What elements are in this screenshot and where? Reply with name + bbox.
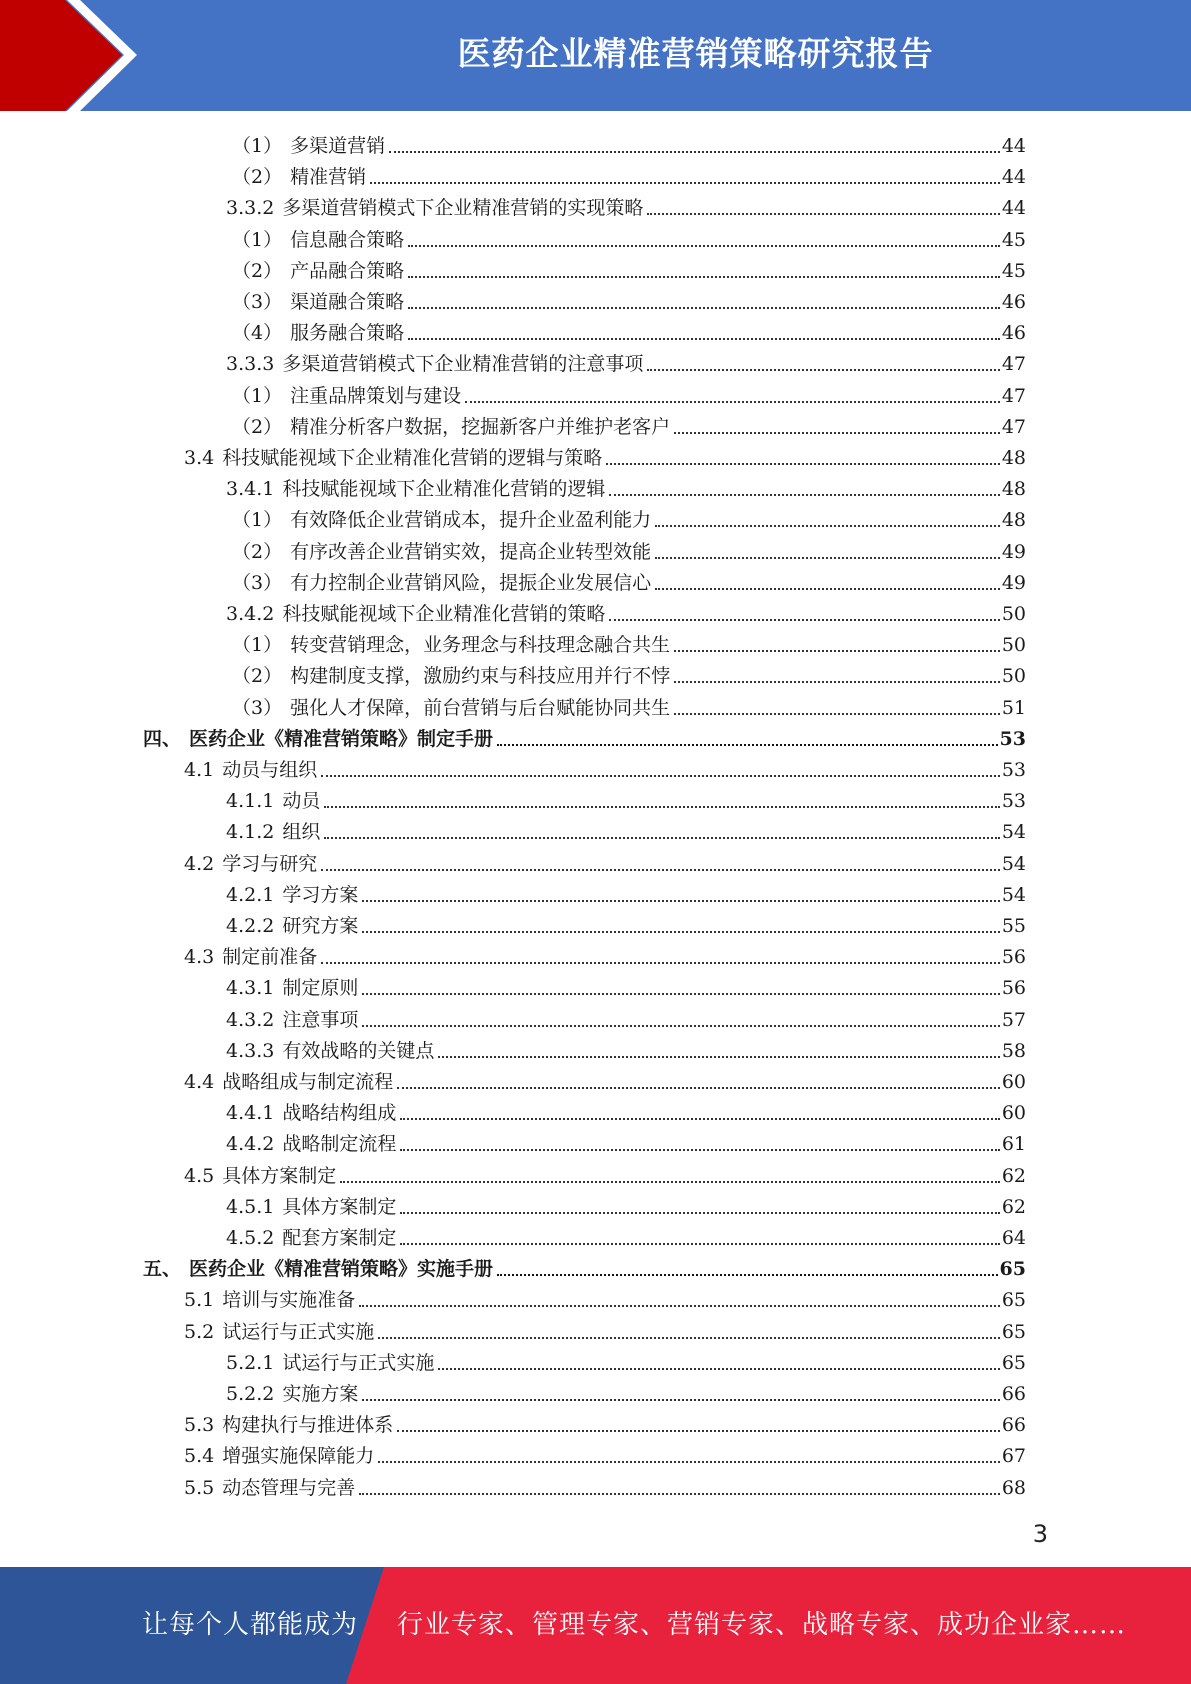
toc-entry-title: 战略结构组成 xyxy=(282,1102,397,1125)
toc-entry-number: 3.4.2 xyxy=(226,603,275,625)
toc-leader-dots xyxy=(362,1025,999,1027)
toc-leader-dots xyxy=(655,557,1000,559)
toc-entry-title: 增强实施保障能力 xyxy=(222,1445,375,1468)
toc-entry-number: 5.2.2 xyxy=(226,1383,275,1405)
toc-entry[interactable] xyxy=(184,1407,1026,1438)
toc-entry-page: 49 xyxy=(1001,571,1026,594)
toc-entry-title: 多渠道营销模式下企业精准营销的实现策略 xyxy=(282,197,644,220)
toc-entry-page: 62 xyxy=(1001,1195,1026,1218)
toc-leader-dots xyxy=(321,869,1000,871)
toc-leader-dots xyxy=(408,245,1000,247)
toc-entry-page: 62 xyxy=(1001,1164,1026,1187)
toc-entry-title: 有序改善企业营销实效，提高企业转型效能 xyxy=(290,540,652,563)
toc-leader-dots xyxy=(397,1430,1000,1432)
toc-entry[interactable] xyxy=(184,1158,1026,1189)
toc-entry-page: 56 xyxy=(1001,946,1026,969)
toc-entry-number: 4.1.1 xyxy=(226,790,275,813)
toc-entry-number: 5.1 xyxy=(184,1289,215,1312)
toc-entry-page: 58 xyxy=(1001,1039,1026,1062)
toc-entry-title: 服务融合策略 xyxy=(290,322,405,345)
toc-entry-title: 渠道融合策略 xyxy=(290,291,405,313)
toc-entry[interactable] xyxy=(232,284,1026,315)
toc-leader-dots xyxy=(465,401,1000,403)
toc-entry-title: 战略组成与制定流程 xyxy=(222,1071,394,1093)
toc-entry[interactable] xyxy=(232,627,1026,658)
toc-entry-page: 48 xyxy=(1001,478,1026,501)
page-number: 3 xyxy=(1032,1520,1048,1548)
toc-entry-page: 68 xyxy=(1001,1476,1026,1499)
footer-slogan-right: 行业专家、管理专家、营销专家、战略专家、成功企业家…… xyxy=(397,1610,1127,1640)
toc-entry[interactable] xyxy=(226,783,1026,814)
toc-leader-dots xyxy=(400,1243,999,1245)
toc-entry-number: 4.3.3 xyxy=(226,1039,275,1062)
header-arrow-decoration xyxy=(0,0,160,111)
toc-entry[interactable] xyxy=(226,877,1026,908)
toc-entry-title: 多渠道营销模式下企业精准营销的注意事项 xyxy=(282,353,644,376)
toc-entry-title: 科技赋能视域下企业精准化营销的策略 xyxy=(282,603,606,625)
toc-leader-dots xyxy=(655,588,1000,590)
toc-entry-page: 54 xyxy=(1001,883,1026,906)
toc-entry-title: 有效降低企业营销成本，提升企业盈利能力 xyxy=(290,509,652,532)
toc-leader-dots xyxy=(362,931,999,933)
toc-entry-title: 培训与实施准备 xyxy=(222,1289,356,1312)
toc-entry-title: 科技赋能视域下企业精准化营销的逻辑 xyxy=(282,478,606,501)
toc-entry-title: 强化人才保障，前台营销与后台赋能协同共生 xyxy=(290,696,671,719)
toc-entry[interactable] xyxy=(232,222,1026,253)
toc-leader-dots xyxy=(321,962,1000,964)
toc-entry-title: 试运行与正式实施 xyxy=(282,1351,435,1374)
toc-leader-dots xyxy=(674,681,1000,683)
toc-entry-page: 44 xyxy=(1001,166,1026,189)
toc-entry-number: 5.4 xyxy=(184,1445,215,1468)
toc-leader-dots xyxy=(609,619,999,621)
toc-entry-number: 3.3.3 xyxy=(226,353,275,376)
toc-entry-number: 5.3 xyxy=(184,1414,215,1437)
toc-entry[interactable] xyxy=(232,565,1026,596)
toc-entry[interactable] xyxy=(226,1002,1026,1033)
toc-entry-page: 64 xyxy=(1001,1227,1026,1249)
toc-entry-number: 4.5 xyxy=(184,1164,215,1187)
toc-entry-title: 研究方案 xyxy=(282,915,359,937)
toc-entry[interactable] xyxy=(143,1251,1026,1282)
toc-entry-title: 动员与组织 xyxy=(222,759,318,781)
toc-entry-page: 67 xyxy=(1001,1445,1026,1468)
toc-entry[interactable] xyxy=(226,1376,1026,1407)
toc-leader-dots xyxy=(370,182,1000,184)
toc-entry[interactable] xyxy=(226,1220,1026,1251)
toc-entry-title: 动员 xyxy=(282,790,321,813)
toc-entry[interactable] xyxy=(232,159,1026,190)
toc-entry[interactable] xyxy=(232,658,1026,689)
toc-entry-title: 转变营销理念，业务理念与科技理念融合共生 xyxy=(290,634,671,657)
toc-entry-number: （3） xyxy=(232,291,283,313)
toc-entry-number: 5.2 xyxy=(184,1320,215,1343)
toc-leader-dots xyxy=(340,1181,1000,1183)
toc-leader-dots xyxy=(674,650,1000,652)
toc-entry-title: 具体方案制定 xyxy=(222,1164,337,1187)
toc-entry-number: 4.2.1 xyxy=(226,883,275,906)
toc-entry-page: 53 xyxy=(1001,759,1026,781)
toc-leader-dots xyxy=(438,1368,999,1370)
toc-entry-number: （2） xyxy=(232,259,283,282)
toc-leader-dots xyxy=(497,744,998,746)
toc-leader-dots xyxy=(408,338,1000,340)
page-header xyxy=(0,0,1191,111)
toc-entry-page: 48 xyxy=(1001,447,1026,469)
toc-entry[interactable] xyxy=(226,190,1026,221)
toc-entry-page: 46 xyxy=(1001,322,1026,345)
toc-entry-title: 具体方案制定 xyxy=(282,1195,397,1218)
toc-entry-number: 4.1 xyxy=(184,759,215,781)
toc-entry-number: 4.4 xyxy=(184,1071,215,1093)
toc-entry-number: （3） xyxy=(232,696,283,719)
toc-leader-dots xyxy=(408,307,1000,309)
toc-entry-number: （2） xyxy=(232,540,283,563)
toc-entry-number: 4.3.2 xyxy=(226,1008,275,1031)
toc-entry-page: 51 xyxy=(1001,696,1026,719)
toc-entry-number: 4.2 xyxy=(184,852,215,875)
toc-leader-dots xyxy=(324,837,999,839)
toc-entry-number: 4.3 xyxy=(184,946,215,969)
page-footer xyxy=(0,1567,1191,1684)
toc-entry-number: 4.4.1 xyxy=(226,1102,275,1125)
toc-entry-number: （1） xyxy=(232,634,283,657)
toc-entry-title: 多渠道营销 xyxy=(290,135,386,157)
toc-entry[interactable] xyxy=(226,1189,1026,1220)
toc-entry-title: 注重品牌策划与建设 xyxy=(290,384,462,407)
toc-entry-title: 试运行与正式实施 xyxy=(222,1320,375,1343)
toc-leader-dots xyxy=(378,1337,1000,1339)
toc-entry-page: 53 xyxy=(999,727,1026,750)
toc-entry-number: 五、 xyxy=(143,1258,182,1281)
toc-entry-page: 44 xyxy=(1001,135,1026,157)
toc-entry-number: 4.5.1 xyxy=(226,1195,275,1218)
toc-entry[interactable] xyxy=(232,502,1026,533)
toc-leader-dots xyxy=(647,213,999,215)
toc-entry-number: 3.4 xyxy=(184,447,215,469)
toc-entry-title: 制定原则 xyxy=(282,977,359,1000)
toc-entry-number: 4.2.2 xyxy=(226,915,275,937)
toc-entry[interactable] xyxy=(226,1095,1026,1126)
toc-entry-page: 60 xyxy=(1001,1071,1026,1093)
toc-entry-page: 45 xyxy=(1001,228,1026,251)
toc-entry-page: 46 xyxy=(1001,291,1026,313)
toc-entry-page: 54 xyxy=(1001,821,1026,844)
toc-entry-page: 49 xyxy=(1001,540,1026,563)
toc-entry-number: （4） xyxy=(232,322,283,345)
toc-entry-title: 构建制度支撑，激励约束与科技应用并行不悖 xyxy=(290,665,671,688)
toc-leader-dots xyxy=(655,525,1000,527)
toc-entry[interactable] xyxy=(184,440,1026,471)
toc-leader-dots xyxy=(362,900,999,902)
toc-entry-title: 科技赋能视域下企业精准化营销的逻辑与策略 xyxy=(222,447,603,469)
toc-leader-dots xyxy=(378,1461,1000,1463)
toc-entry-page: 65 xyxy=(1001,1351,1026,1374)
toc-entry-title: 学习与研究 xyxy=(222,852,318,875)
toc-entry[interactable] xyxy=(184,939,1026,970)
toc-entry-page: 47 xyxy=(1001,353,1026,376)
toc-entry-title: 动态管理与完善 xyxy=(222,1476,356,1499)
toc-entry[interactable] xyxy=(232,534,1026,565)
toc-entry[interactable] xyxy=(232,128,1026,159)
toc-entry-title: 战略制定流程 xyxy=(282,1133,397,1156)
toc-entry[interactable] xyxy=(232,690,1026,721)
toc-entry[interactable] xyxy=(226,970,1026,1001)
toc-leader-dots xyxy=(497,1274,998,1276)
toc-entry-number: （2） xyxy=(232,166,283,189)
toc-entry[interactable] xyxy=(232,378,1026,409)
toc-entry[interactable] xyxy=(143,721,1026,752)
toc-entry-number: 4.1.2 xyxy=(226,821,275,844)
toc-entry-title: 医药企业《精准营销策略》制定手册 xyxy=(189,727,494,750)
toc-leader-dots xyxy=(400,1118,999,1120)
toc-entry[interactable] xyxy=(226,1033,1026,1064)
toc-entry-number: 4.4.2 xyxy=(226,1133,275,1156)
toc-entry-number: 5.2.1 xyxy=(226,1351,275,1374)
toc-leader-dots xyxy=(389,151,1000,153)
toc-entry-number: （1） xyxy=(232,384,283,407)
toc-entry-title: 注意事项 xyxy=(282,1008,359,1031)
toc-entry[interactable] xyxy=(226,346,1026,377)
toc-entry[interactable] xyxy=(232,409,1026,440)
toc-entry[interactable] xyxy=(184,846,1026,877)
toc-entry-number: （1） xyxy=(232,228,283,251)
toc-entry[interactable] xyxy=(226,1345,1026,1376)
toc-entry-page: 66 xyxy=(1001,1414,1026,1437)
toc-entry-page: 50 xyxy=(1001,634,1026,657)
toc-entry-page: 65 xyxy=(999,1258,1026,1281)
toc-entry[interactable] xyxy=(184,1438,1026,1469)
toc-entry[interactable] xyxy=(226,596,1026,627)
toc-leader-dots xyxy=(397,1087,1000,1089)
toc-entry[interactable] xyxy=(184,1282,1026,1313)
toc-entry-number: （1） xyxy=(232,135,283,157)
toc-entry-page: 50 xyxy=(1001,665,1026,688)
toc-leader-dots xyxy=(674,432,1000,434)
toc-leader-dots xyxy=(362,993,999,995)
toc-entry-page: 66 xyxy=(1001,1383,1026,1405)
toc-entry-page: 45 xyxy=(1001,259,1026,282)
toc-entry-title: 产品融合策略 xyxy=(290,259,405,282)
toc-entry-title: 信息融合策略 xyxy=(290,228,405,251)
toc-entry-title: 组织 xyxy=(282,821,321,844)
toc-leader-dots xyxy=(359,1305,1000,1307)
toc-entry[interactable] xyxy=(232,253,1026,284)
toc-entry-number: 5.5 xyxy=(184,1476,215,1499)
toc-entry-title: 精准分析客户数据，挖掘新客户并维护老客户 xyxy=(290,415,671,438)
toc-entry[interactable] xyxy=(184,1064,1026,1095)
toc-leader-dots xyxy=(408,276,1000,278)
toc-entry[interactable] xyxy=(226,908,1026,939)
toc-entry-number: （3） xyxy=(232,571,283,594)
toc-entry-number: 4.3.1 xyxy=(226,977,275,1000)
toc-entry[interactable] xyxy=(226,814,1026,845)
toc-leader-dots xyxy=(359,1493,1000,1495)
toc-entry-number: （2） xyxy=(232,665,283,688)
toc-leader-dots xyxy=(400,1149,999,1151)
toc-entry-number: 四、 xyxy=(143,727,182,750)
toc-entry-title: 制定前准备 xyxy=(222,946,318,969)
toc-entry-number: 4.5.2 xyxy=(226,1227,275,1249)
toc-entry-page: 47 xyxy=(1001,384,1026,407)
footer-slogan-left: 让每个人都能成为 xyxy=(142,1610,359,1640)
toc-entry-title: 实施方案 xyxy=(282,1383,359,1405)
toc-leader-dots xyxy=(674,713,1000,715)
toc-entry[interactable] xyxy=(226,471,1026,502)
toc-entry[interactable] xyxy=(184,752,1026,783)
toc-leader-dots xyxy=(606,463,1000,465)
toc-leader-dots xyxy=(400,1212,999,1214)
toc-entry-number: （1） xyxy=(232,509,283,532)
toc-entry-page: 47 xyxy=(1001,415,1026,438)
toc-entry-title: 学习方案 xyxy=(282,883,359,906)
toc-entry-page: 65 xyxy=(1001,1320,1026,1343)
toc-entry-page: 44 xyxy=(1001,197,1026,220)
toc-leader-dots xyxy=(324,806,999,808)
toc-entry-number: 3.3.2 xyxy=(226,197,275,220)
toc-entry-page: 48 xyxy=(1001,509,1026,532)
toc-entry-number: （2） xyxy=(232,415,283,438)
toc-entry-page: 54 xyxy=(1001,852,1026,875)
toc-entry-page: 56 xyxy=(1001,977,1026,1000)
toc-entry-title: 有效战略的关键点 xyxy=(282,1039,435,1062)
toc-entry-page: 55 xyxy=(1001,915,1026,937)
toc-entry-title: 有力控制企业营销风险，提振企业发展信心 xyxy=(290,571,652,594)
toc-entry-title: 精准营销 xyxy=(290,166,367,189)
toc-entry-page: 61 xyxy=(1001,1133,1026,1156)
toc-leader-dots xyxy=(438,1056,999,1058)
toc-leader-dots xyxy=(647,369,999,371)
toc-entry-number: 3.4.1 xyxy=(226,478,275,501)
toc-leader-dots xyxy=(362,1399,999,1401)
toc-entry[interactable] xyxy=(184,1314,1026,1345)
toc-entry-title: 医药企业《精准营销策略》实施手册 xyxy=(189,1258,494,1281)
toc-entry[interactable] xyxy=(226,1126,1026,1157)
toc-leader-dots xyxy=(609,494,999,496)
toc-entry[interactable] xyxy=(184,1470,1026,1501)
toc-entry-page: 65 xyxy=(1001,1289,1026,1312)
toc-entry[interactable] xyxy=(232,315,1026,346)
toc-leader-dots xyxy=(321,775,1000,777)
toc-entry-page: 60 xyxy=(1001,1102,1026,1125)
toc-entry-title: 配套方案制定 xyxy=(282,1227,397,1249)
report-title: 医药企业精准营销策略研究报告 xyxy=(457,34,934,73)
toc-entry-page: 50 xyxy=(1001,603,1026,625)
toc-entry-title: 构建执行与推进体系 xyxy=(222,1414,394,1437)
toc-entry-page: 57 xyxy=(1001,1008,1026,1031)
toc-entry-page: 53 xyxy=(1001,790,1026,813)
